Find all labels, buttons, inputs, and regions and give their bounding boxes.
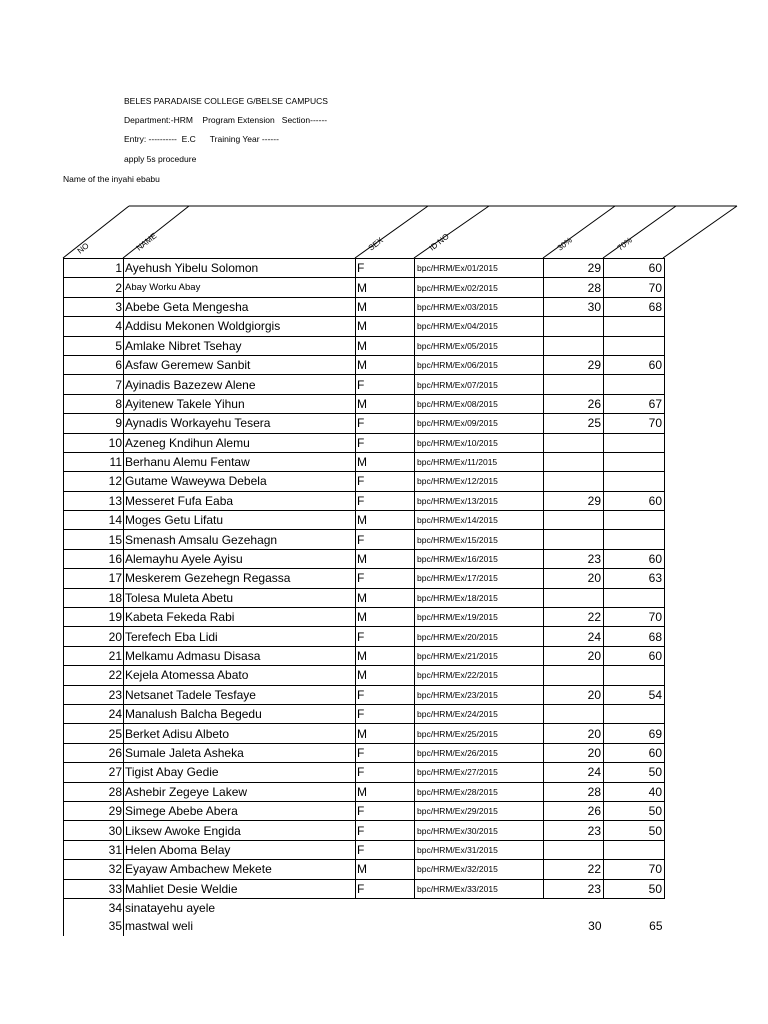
- score-70: [604, 375, 665, 394]
- table-row: [64, 355, 665, 374]
- score-30: 29: [544, 259, 604, 278]
- student-id: bpc/HRM/Ex/12/2015: [415, 472, 544, 491]
- row-number: 13: [64, 491, 124, 510]
- task-line: apply 5s procedure: [124, 154, 197, 164]
- student-name: Ayinadis Bazezew Alene: [124, 375, 356, 394]
- score-30: 30: [588, 919, 602, 934]
- student-id: bpc/HRM/Ex/32/2015: [415, 860, 544, 879]
- score-70: 70: [604, 860, 665, 879]
- student-id: bpc/HRM/Ex/05/2015: [415, 336, 544, 355]
- student-name: Ayehush Yibelu Solomon: [124, 259, 356, 278]
- table-row: [64, 491, 665, 510]
- student-sex: M: [356, 336, 415, 355]
- score-30: [544, 588, 604, 607]
- score-30: 22: [544, 608, 604, 627]
- row-number: 11: [64, 452, 124, 471]
- score-30: 20: [544, 646, 604, 665]
- student-name: Ashebir Zegeye Lakew: [124, 782, 356, 801]
- student-sex: F: [356, 685, 415, 704]
- table-row: [64, 763, 665, 782]
- score-30: [544, 666, 604, 685]
- score-70: [604, 433, 665, 452]
- student-id: bpc/HRM/Ex/29/2015: [415, 801, 544, 820]
- row-number: 25: [64, 724, 124, 743]
- student-id: bpc/HRM/Ex/27/2015: [415, 763, 544, 782]
- student-sex: M: [356, 549, 415, 568]
- student-name: Asfaw Geremew Sanbit: [124, 355, 356, 374]
- table-row: [64, 530, 665, 549]
- student-sex: M: [356, 355, 415, 374]
- student-sex: M: [356, 608, 415, 627]
- student-sex: M: [356, 297, 415, 316]
- table-row: [64, 704, 665, 723]
- student-name: Simege Abebe Abera: [124, 801, 356, 820]
- student-sex: F: [356, 801, 415, 820]
- student-id: [415, 898, 544, 917]
- score-30: 20: [544, 569, 604, 588]
- student-sex: M: [356, 452, 415, 471]
- score-70: [604, 472, 665, 491]
- row-number: 34: [64, 898, 124, 917]
- row-number: 10: [64, 433, 124, 452]
- row-number: 8: [64, 394, 124, 413]
- student-id: bpc/HRM/Ex/23/2015: [415, 685, 544, 704]
- score-70: 50: [604, 763, 665, 782]
- score-30: 23: [544, 879, 604, 898]
- score-70: 68: [604, 627, 665, 646]
- student-sex: F: [356, 704, 415, 723]
- score-70: 60: [604, 549, 665, 568]
- student-id: bpc/HRM/Ex/02/2015: [415, 278, 544, 297]
- table-row: [64, 666, 665, 685]
- student-sex: M: [356, 511, 415, 530]
- score-30: 23: [544, 549, 604, 568]
- student-id: bpc/HRM/Ex/10/2015: [415, 433, 544, 452]
- student-id: bpc/HRM/Ex/19/2015: [415, 608, 544, 627]
- score-70: [604, 452, 665, 471]
- score-30: 24: [544, 763, 604, 782]
- student-id: bpc/HRM/Ex/13/2015: [415, 491, 544, 510]
- table-row: [64, 452, 665, 471]
- score-70: 70: [604, 608, 665, 627]
- score-70: [604, 898, 665, 917]
- student-name: mastwal weli: [125, 919, 194, 934]
- score-70: 70: [604, 278, 665, 297]
- score-70: 40: [604, 782, 665, 801]
- row-number: 27: [64, 763, 124, 782]
- row-number: 3: [64, 297, 124, 316]
- row-number: 2: [64, 278, 124, 297]
- score-30: [544, 704, 604, 723]
- student-name: Moges Getu Lifatu: [124, 511, 356, 530]
- row-number: 17: [64, 569, 124, 588]
- student-name: Ayitenew Takele Yihun: [124, 394, 356, 413]
- student-name: Tigist Abay Gedie: [124, 763, 356, 782]
- student-name: Netsanet Tadele Tesfaye: [124, 685, 356, 704]
- student-id: bpc/HRM/Ex/21/2015: [415, 646, 544, 665]
- table-row: [64, 898, 665, 917]
- student-id: bpc/HRM/Ex/33/2015: [415, 879, 544, 898]
- student-id: bpc/HRM/Ex/16/2015: [415, 549, 544, 568]
- table-row: [64, 472, 665, 491]
- student-id: bpc/HRM/Ex/25/2015: [415, 724, 544, 743]
- student-sex: F: [356, 821, 415, 840]
- score-70: 70: [604, 414, 665, 433]
- student-name: Terefech Eba Lidi: [124, 627, 356, 646]
- student-name: Sumale Jaleta Asheka: [124, 743, 356, 762]
- score-70: 68: [604, 297, 665, 316]
- student-sex: F: [356, 530, 415, 549]
- student-sex: F: [356, 879, 415, 898]
- row-number: 7: [64, 375, 124, 394]
- student-id: bpc/HRM/Ex/28/2015: [415, 782, 544, 801]
- row-number: 4: [64, 317, 124, 336]
- score-70: 60: [604, 743, 665, 762]
- score-30: [544, 898, 604, 917]
- score-70: 60: [604, 646, 665, 665]
- student-id: bpc/HRM/Ex/30/2015: [415, 821, 544, 840]
- college-title: BELES PARADAISE COLLEGE G/BELSE CAMPUCS: [124, 96, 328, 106]
- score-30: 20: [544, 724, 604, 743]
- score-30: 23: [544, 821, 604, 840]
- student-sex: M: [356, 782, 415, 801]
- table-row: [64, 375, 665, 394]
- student-id: bpc/HRM/Ex/24/2015: [415, 704, 544, 723]
- row-number: 35: [64, 917, 124, 935]
- student-sex: F: [356, 375, 415, 394]
- row-number: 12: [64, 472, 124, 491]
- col-header-id: ID NO: [427, 231, 451, 253]
- col-header-30: 30%: [555, 235, 574, 253]
- table-row: [64, 840, 665, 859]
- student-id: bpc/HRM/Ex/31/2015: [415, 840, 544, 859]
- student-sex: M: [356, 646, 415, 665]
- table-row: [64, 297, 665, 316]
- student-name: Smenash Amsalu Gezehagn: [124, 530, 356, 549]
- score-70: 65: [649, 919, 663, 934]
- col-header-no: NO: [75, 241, 91, 256]
- student-name: sinatayehu ayele: [125, 901, 216, 916]
- student-name: Kejela Atomessa Abato: [124, 666, 356, 685]
- score-70: [604, 530, 665, 549]
- table-row: [64, 743, 665, 762]
- table-row: [64, 569, 665, 588]
- row-number: 33: [64, 879, 124, 898]
- student-sex: M: [356, 666, 415, 685]
- score-30: 29: [544, 355, 604, 374]
- score-70: 69: [604, 724, 665, 743]
- student-name: Abay Worku Abay: [124, 278, 356, 297]
- score-30: [544, 511, 604, 530]
- student-id: bpc/HRM/Ex/20/2015: [415, 627, 544, 646]
- row-number: 22: [64, 666, 124, 685]
- student-sex: F: [356, 569, 415, 588]
- score-70: 54: [604, 685, 665, 704]
- score-30: 26: [544, 801, 604, 820]
- student-sex: F: [356, 491, 415, 510]
- row-number: 32: [64, 860, 124, 879]
- student-sex: F: [356, 472, 415, 491]
- row-number: 6: [64, 355, 124, 374]
- table-row: [64, 860, 665, 879]
- slanted-column-headers: [0, 0, 768, 270]
- student-id: bpc/HRM/Ex/06/2015: [415, 355, 544, 374]
- table-row: [64, 724, 665, 743]
- score-70: 67: [604, 394, 665, 413]
- row-number: 15: [64, 530, 124, 549]
- student-sex: M: [356, 724, 415, 743]
- table-row: [64, 414, 665, 433]
- student-name: Kabeta Fekeda Rabi: [124, 608, 356, 627]
- student-sex: F: [356, 433, 415, 452]
- student-sex: [356, 898, 415, 917]
- student-name: Gutame Waweywa Debela: [124, 472, 356, 491]
- row-number: 18: [64, 588, 124, 607]
- student-sex: M: [356, 394, 415, 413]
- student-sex: F: [356, 840, 415, 859]
- score-30: 24: [544, 627, 604, 646]
- score-30: 20: [544, 685, 604, 704]
- row-number: 28: [64, 782, 124, 801]
- student-name: Alemayhu Ayele Ayisu: [124, 549, 356, 568]
- table-row: [64, 879, 665, 898]
- score-70: [604, 336, 665, 355]
- student-name: Azeneg Kndihun Alemu: [124, 433, 356, 452]
- student-id: bpc/HRM/Ex/18/2015: [415, 588, 544, 607]
- row-number: 20: [64, 627, 124, 646]
- row-number: 14: [64, 511, 124, 530]
- score-70: 60: [604, 491, 665, 510]
- student-id: bpc/HRM/Ex/08/2015: [415, 394, 544, 413]
- score-30: [544, 840, 604, 859]
- score-30: [544, 317, 604, 336]
- table-row: [64, 511, 665, 530]
- student-id: bpc/HRM/Ex/04/2015: [415, 317, 544, 336]
- student-id: bpc/HRM/Ex/01/2015: [415, 259, 544, 278]
- student-name: Melkamu Admasu Disasa: [124, 646, 356, 665]
- table-row: [64, 917, 665, 935]
- student-id: [415, 917, 544, 935]
- score-30: 29: [544, 491, 604, 510]
- score-70: [604, 666, 665, 685]
- student-name: Berhanu Alemu Fentaw: [124, 452, 356, 471]
- score-70: 63: [604, 569, 665, 588]
- student-name: Messeret Fufa Eaba: [124, 491, 356, 510]
- score-70: [604, 588, 665, 607]
- table-row: [64, 608, 665, 627]
- student-sex: M: [356, 588, 415, 607]
- student-name: Meskerem Gezehegn Regassa: [124, 569, 356, 588]
- table-row: [64, 336, 665, 355]
- student-name: Liksew Awoke Engida: [124, 821, 356, 840]
- student-name: Abebe Geta Mengesha: [124, 297, 356, 316]
- score-70: 60: [604, 355, 665, 374]
- score-30: 22: [544, 860, 604, 879]
- score-30: 26: [544, 394, 604, 413]
- row-number: 30: [64, 821, 124, 840]
- student-name: Amlake Nibret Tsehay: [124, 336, 356, 355]
- table-row: [64, 821, 665, 840]
- student-name: Aynadis Workayehu Tesera: [124, 414, 356, 433]
- score-30: 20: [544, 743, 604, 762]
- table-row: [64, 627, 665, 646]
- row-number: 29: [64, 801, 124, 820]
- student-sex: [356, 917, 415, 935]
- score-30: 30: [544, 297, 604, 316]
- score-30: 25: [544, 414, 604, 433]
- row-number: 24: [64, 704, 124, 723]
- row-number: 5: [64, 336, 124, 355]
- table-row: [64, 588, 665, 607]
- table-row: [64, 782, 665, 801]
- student-sex: F: [356, 627, 415, 646]
- score-30: [544, 433, 604, 452]
- score-30: [544, 452, 604, 471]
- row-number: 16: [64, 549, 124, 568]
- student-sex: M: [356, 860, 415, 879]
- table-row: [64, 433, 665, 452]
- student-name: Mahliet Desie Weldie: [124, 879, 356, 898]
- score-70: [604, 704, 665, 723]
- student-id: bpc/HRM/Ex/11/2015: [415, 452, 544, 471]
- score-70: [604, 511, 665, 530]
- student-id: bpc/HRM/Ex/09/2015: [415, 414, 544, 433]
- student-sex: M: [356, 278, 415, 297]
- table-row: [64, 317, 665, 336]
- table-row: [64, 685, 665, 704]
- score-30: [544, 336, 604, 355]
- score-70: 50: [604, 801, 665, 820]
- student-name: Berket Adisu Albeto: [124, 724, 356, 743]
- student-sex: F: [356, 414, 415, 433]
- row-number: 26: [64, 743, 124, 762]
- student-id: bpc/HRM/Ex/03/2015: [415, 297, 544, 316]
- score-30: 28: [544, 782, 604, 801]
- student-name: Eyayaw Ambachew Mekete: [124, 860, 356, 879]
- row-number: 31: [64, 840, 124, 859]
- score-70: 60: [604, 259, 665, 278]
- col-header-name: NAME: [134, 231, 159, 253]
- table-row: [64, 259, 665, 278]
- col-header-70: 70%: [615, 235, 634, 253]
- score-70: 50: [604, 821, 665, 840]
- student-sex: F: [356, 259, 415, 278]
- row-number: 23: [64, 685, 124, 704]
- table-row: [64, 394, 665, 413]
- row-number: 21: [64, 646, 124, 665]
- score-30: [544, 530, 604, 549]
- student-id: bpc/HRM/Ex/15/2015: [415, 530, 544, 549]
- row-number: 9: [64, 414, 124, 433]
- score-30: [544, 472, 604, 491]
- student-sex: F: [356, 743, 415, 762]
- department-line: Department:-HRM Program Extension Section------: [124, 115, 328, 125]
- student-id: bpc/HRM/Ex/17/2015: [415, 569, 544, 588]
- score-70: [604, 840, 665, 859]
- score-70: 50: [604, 879, 665, 898]
- entry-line: Entry: ---------- E.C Training Year ------: [124, 134, 279, 144]
- table-row: [64, 646, 665, 665]
- score-30: 28: [544, 278, 604, 297]
- student-id: bpc/HRM/Ex/07/2015: [415, 375, 544, 394]
- student-name: Helen Aboma Belay: [124, 840, 356, 859]
- student-id: bpc/HRM/Ex/22/2015: [415, 666, 544, 685]
- score-70: [604, 317, 665, 336]
- score-30: [544, 375, 604, 394]
- student-table: [63, 258, 665, 936]
- student-name: Addisu Mekonen Woldgiorgis: [124, 317, 356, 336]
- col-header-sex: SEX: [366, 235, 385, 253]
- student-name: Manalush Balcha Begedu: [124, 704, 356, 723]
- name-line: Name of the inyahi ebabu: [63, 174, 160, 184]
- student-sex: M: [356, 317, 415, 336]
- student-id: bpc/HRM/Ex/26/2015: [415, 743, 544, 762]
- row-number: 1: [64, 259, 124, 278]
- student-id: bpc/HRM/Ex/14/2015: [415, 511, 544, 530]
- table-row: [64, 549, 665, 568]
- table-row: [64, 278, 665, 297]
- table-row: [64, 801, 665, 820]
- student-sex: F: [356, 763, 415, 782]
- row-number: 19: [64, 608, 124, 627]
- student-name: Tolesa Muleta Abetu: [124, 588, 356, 607]
